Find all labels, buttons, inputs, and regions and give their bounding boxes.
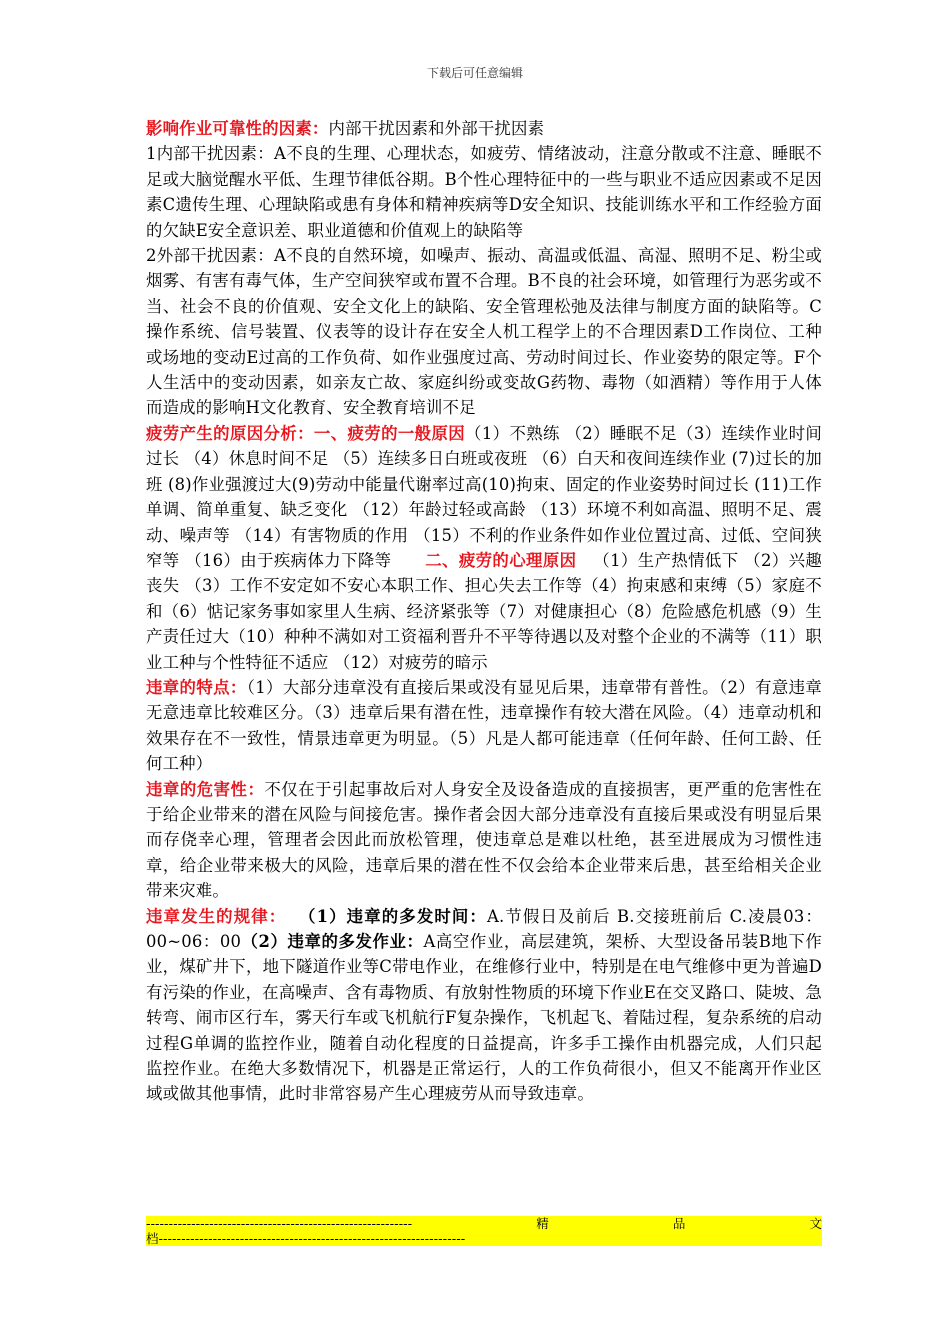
document-body <box>146 116 822 1107</box>
section-subheading: 二、疲劳的心理原因 <box>425 550 577 570</box>
violation-features-text: （1）大部分违章没有直接后果或没有显见后果，违章带有普性。（2）有意违章无意违章比较难区分。（3）违章后果有潜在性，违章操作有较大潜在风险。（4）违章动机和效果存在不一致性，情景违章更为明显。（5）凡是人都可能违章（任何年龄、任何工龄、任何工种） <box>146 677 823 774</box>
footer-char: 品 <box>672 1216 686 1231</box>
pattern-time-text: A.节假日及前后 B.交接班前后 C.凌晨03：00~06：00 <box>146 906 822 951</box>
pattern-time-heading: （1）违章的多发时间： <box>299 906 487 926</box>
section-heading: 违章的特点： <box>146 677 247 697</box>
section-heading: 影响作业可靠性的因素： <box>146 119 329 138</box>
fatigue-general-causes: （1）不熟练 （2）睡眠不足（3）连续作业时间过长 （4）休息时间不足 （5）连续多日白班或夜班 （6）白天和夜间连续作业 (7)过长的加班 (8)作业强渡过大(9)劳动中能量代谢率过高(10)拘束、固定的作业姿势时间过长 (11)工作单调、简单重复、缺乏变化 （12）年龄过轻或高龄 （13）环境不利如高温、照明不足、震动、噪声等 （14）有害物质的作用 （15）不利的作业条件如作业位置过高、过低、空间狭窄等 （16）由于疾病体力下降等 <box>146 423 822 570</box>
pattern-work-heading: （2）违章的多发作业： <box>241 932 424 951</box>
fatigue-psychological-causes: （1）生产热情低下 （2）兴趣丧失 （3）工作不安定如不安心本职工作、担心失去工作等（4）拘束感和束缚（5）家庭不和（6）惦记家务事如家里人生病、经济紧张等（7）对健康担心（8）危险感危机感（9）生产责任过大（10）种种不满如对工资福利晋升不平等待遇以及对整个企业的不满等（11）职业工种与个性特征不适应 （12）对疲劳的暗示 <box>146 550 822 672</box>
section-intro: 内部干扰因素和外部干扰因素 <box>328 119 545 138</box>
section-fatigue <box>146 421 822 675</box>
section-violation-features <box>146 675 822 777</box>
footer-dashes: ----------------------------------------------------------- <box>146 1216 413 1231</box>
section-heading: 违章的危害性： <box>146 779 265 799</box>
footer-char: 文 <box>809 1216 822 1231</box>
section-heading: 违章发生的规律： <box>146 906 287 926</box>
paragraph-internal-factors: 1内部干扰因素：A不良的生理、心理状态，如疲劳、情绪波动，注意分散或不注意、睡眠不足或大脑觉醒水平低、生理节律低谷期。B个性心理特征中的一些与职业不适应因素或不足因素C遗传生理、心理缺陷或患有身体和精神疾病等D安全知识、技能训练水平和工作经验方面的欠缺E安全意识差、职业道德和价值观上的缺陷等 <box>146 144 822 240</box>
section-violation-patterns <box>146 904 822 1107</box>
violation-harm-text: 不仅在于引起事故后对人身安全及设备造成的直接损害，更严重的危害性在于给企业带来的潜在风险与间接危害。操作者会因大部分违章没有直接后果或没有明显后果而存侥幸心理，管理者会因此而放松管理，使违章总是难以杜绝，甚至进展成为习惯性违章，给企业带来极大的风险，违章后果的潜在性不仅会给本企业带来后患，甚至给相关企业带来灾难。 <box>146 779 822 901</box>
pattern-work-text: A高空作业，高层建筑，架桥、大型设备吊装B地下作业，煤矿井下，地下隧道作业等C带电作业，在维修行业中，特别是在电气维修中更为普遍D有污染的作业，在高噪声、含有毒物质、有放射性物质的环境下作业E在交叉路口、陡坡、急转弯、闹市区行车，雾天行车或飞机航行F复杂操作，飞机起飞、着陆过程，复杂系统的启动过程G单调的监控作业，随着自动化程度的日益提高，许多手工操作由机器完成，人们只起监控作业。在绝大多数情况下，机器是正常运行，人的工作负荷很小，但又不能离开作业区域或做其他事情，此时非常容易产生心理疲劳从而导致违章。 <box>146 932 823 1104</box>
section-heading: 疲劳产生的原因分析：一、疲劳的一般原因 <box>146 423 466 443</box>
section-reliability <box>146 116 822 141</box>
footer-char: 档 <box>146 1231 159 1246</box>
footer-char: 精 <box>536 1216 549 1231</box>
paragraph-external-factors: 2外部干扰因素：A不良的自然环境，如噪声、振动、高温或低温、高湿、照明不足、粉尘或烟雾、有害有毒气体，生产空间狭窄或布置不合理。B不良的社会环境，如管理行为恶劣或不当、社会不良的价值观、安全文化上的缺陷、安全管理松弛及法律与制度方面的缺陷等。C操作系统、信号装置、仪表等的设计存在安全人机工程学上的不合理因素D工作岗位、工种或场地的变动E过高的工作负荷、如作业强度过高、劳动时间过长、作业姿势的限定等。F个人生活中的变动因素，如亲友亡故、家庭纠纷或变故G药物、毒物（如酒精）等作用于人体而造成的影响H文化教育、安全教育培训不足 <box>146 246 822 418</box>
footer-line-1 <box>146 1216 822 1231</box>
page-header: 下载后可任意编辑 <box>426 66 523 80</box>
footer-banner <box>146 1216 822 1246</box>
footer-line-2 <box>146 1231 486 1246</box>
section-violation-harm <box>146 777 822 904</box>
footer-dashes: -------------------------------------------------------------------- <box>158 1231 466 1246</box>
